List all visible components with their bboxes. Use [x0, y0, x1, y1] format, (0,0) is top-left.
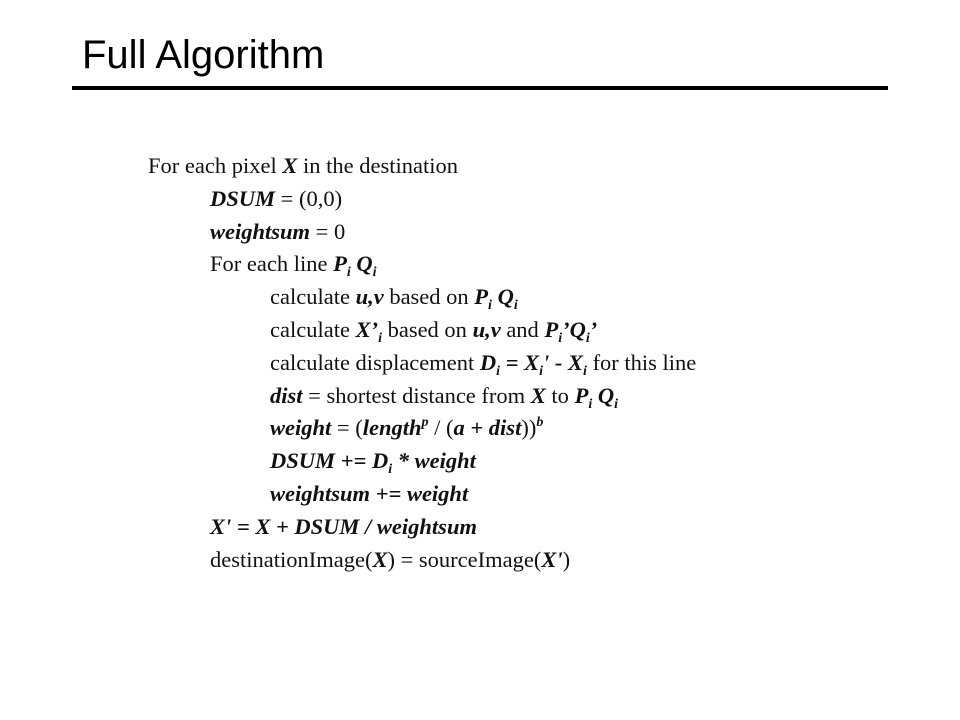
var-weight: weight	[414, 448, 476, 474]
algo-line-weight	[148, 412, 888, 445]
var-dsum: DSUM	[210, 185, 276, 211]
op-plus-equals: +=	[335, 448, 372, 474]
algo-line-dsum-init	[148, 183, 888, 216]
text: based on	[381, 316, 473, 342]
var-q: Q	[497, 284, 514, 310]
algo-line-dsum-accumulate	[148, 445, 888, 478]
text: = shortest distance from	[302, 382, 531, 408]
subscript-i: i	[513, 298, 518, 314]
text: calculate	[270, 316, 356, 342]
var-x: X	[372, 546, 388, 572]
expr-a-plus-dist: a + dist	[453, 415, 522, 441]
expr-x-prime: X' = X + DSUM / weightsum	[210, 513, 477, 539]
algo-line-calc-uv	[148, 281, 888, 314]
var-p: P	[574, 382, 589, 408]
op-times: *	[392, 448, 415, 474]
text: calculate	[270, 284, 356, 310]
algo-line-calc-x-prime	[148, 314, 888, 347]
var-x-prime: X’	[355, 316, 379, 342]
algo-line-weightsum-accumulate	[148, 478, 888, 511]
var-d: D	[479, 349, 497, 375]
text: and	[500, 316, 545, 342]
text: ) = sourceImage(	[387, 546, 542, 572]
algo-line-weightsum-init	[148, 216, 888, 249]
subscript-i: i	[583, 363, 587, 379]
text: ))	[521, 415, 537, 441]
subscript-i: i	[488, 298, 492, 314]
var-weight: weight	[270, 415, 332, 441]
algorithm-pseudocode	[148, 150, 888, 576]
algo-line-destination-image	[148, 544, 888, 577]
algo-line-for-each-pixel	[148, 150, 888, 183]
slide-title: Full Algorithm	[82, 33, 325, 77]
subscript-i: i	[372, 265, 377, 281]
var-dsum: DSUM	[270, 448, 336, 474]
text: destinationImage(	[210, 546, 373, 572]
exponent-b: b	[536, 415, 544, 431]
var-q: Q	[356, 251, 373, 277]
var-x-prime: X'	[541, 546, 563, 572]
var-length: length	[362, 415, 422, 441]
text: For each pixel	[148, 153, 283, 178]
expr-eq-x: = X	[500, 349, 540, 375]
var-p: P	[333, 251, 347, 277]
expr-minus-x: ' - X	[543, 349, 584, 375]
algo-line-x-prime-result	[148, 511, 888, 544]
var-uv: u,v	[472, 316, 501, 342]
var-weightsum: weightsum	[210, 218, 311, 244]
var-uv: u,v	[355, 284, 384, 310]
text: calculate displacement	[270, 349, 480, 375]
text: = 0	[310, 218, 346, 244]
algo-line-calc-displacement	[148, 347, 888, 380]
text: / (	[428, 415, 454, 441]
var-q-prime: ’Q	[562, 316, 586, 342]
text: = (	[331, 415, 363, 441]
subscript-i: i	[585, 330, 590, 346]
subscript-i: i	[496, 363, 501, 379]
title-underline	[72, 86, 888, 90]
op-plus-equals: +=	[370, 480, 407, 506]
subscript-i: i	[388, 462, 393, 478]
subscript-i: i	[588, 396, 593, 412]
var-q: Q	[597, 382, 615, 408]
text: to	[545, 382, 575, 408]
var-p: P	[544, 316, 559, 342]
var-d: D	[371, 448, 389, 474]
algo-line-dist	[148, 380, 888, 413]
prime-mark: ’	[589, 316, 598, 342]
text: based on	[383, 284, 475, 310]
text: for this line	[586, 349, 697, 375]
text: )	[562, 546, 571, 572]
subscript-i: i	[539, 363, 544, 379]
var-p: P	[474, 284, 489, 310]
text: = (0,0)	[275, 185, 343, 211]
subscript-i: i	[378, 330, 382, 346]
var-dist: dist	[270, 382, 303, 408]
text: in the destination	[297, 153, 458, 178]
var-x: X	[282, 153, 298, 178]
subscript-i: i	[558, 330, 563, 346]
var-weightsum: weightsum	[270, 480, 371, 506]
subscript-i: i	[614, 396, 618, 412]
var-x: X	[530, 382, 546, 408]
subscript-i: i	[346, 265, 351, 281]
exponent-p: p	[421, 415, 429, 431]
algo-line-for-each-line	[148, 248, 888, 281]
text: For each line	[210, 251, 334, 277]
var-weight: weight	[406, 480, 469, 506]
